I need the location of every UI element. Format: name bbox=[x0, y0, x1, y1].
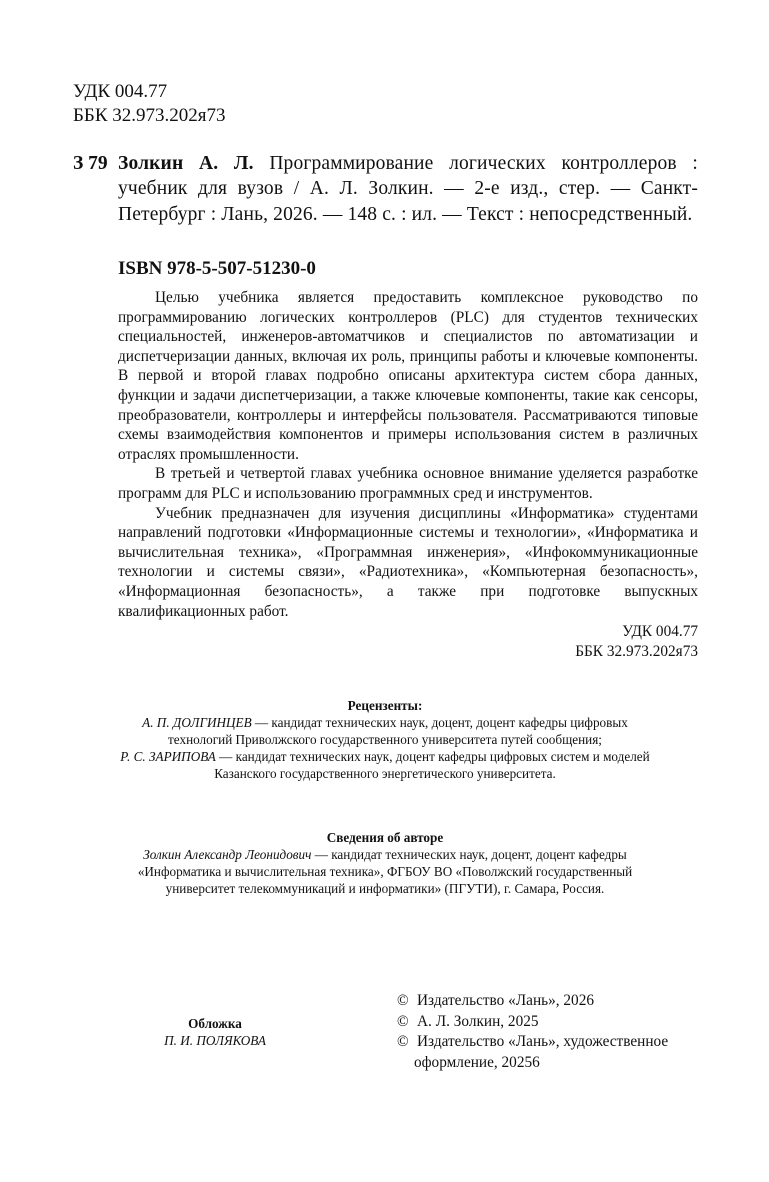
author-info-line: «Информатика и вычислительная техника», ФГБОУ ВО «Поволжский государственный bbox=[137, 864, 633, 879]
copyright-line: © Издательство «Лань», художественное bbox=[397, 1032, 697, 1053]
classification-codes-top bbox=[73, 80, 225, 128]
copyright-line-cont: оформление, 20256 bbox=[414, 1053, 540, 1071]
author-info-line: университет телекоммуникаций и информатики» (ПГУТИ), г. Самара, Россия. bbox=[165, 881, 605, 896]
isbn: ISBN 978-5-507-51230-0 bbox=[118, 258, 316, 279]
copyright-line: © Издательство «Лань», 2026 bbox=[397, 991, 697, 1012]
copyright-line: © А. Л. Золкин, 2025 bbox=[397, 1012, 697, 1033]
bibliographic-record bbox=[118, 151, 698, 227]
catalog-code: З 79 bbox=[73, 153, 108, 174]
udk-code: УДК 004.77 bbox=[73, 81, 168, 102]
author-info-heading: Сведения об авторе bbox=[326, 830, 444, 845]
reviewer-entry-cont: технологий Приволжского государственного университета путей сообщения; bbox=[168, 732, 602, 747]
reviewers-heading: Рецензенты: bbox=[347, 698, 423, 713]
author-name: Золкин Александр Леонидович bbox=[143, 847, 312, 862]
cover-credit bbox=[135, 1015, 295, 1049]
bbk-code: ББК 32.973.202я73 bbox=[575, 642, 698, 660]
abstract-paragraph: Учебник предназначен для изучения дисциплины «Информатика» студентами направлений подготовки «Информационные системы и технологии», «Информатика и вычислительная техника», «Программная инженерия», «Инфокоммуникационные технологии и системы связи», «Радиотехника», «Компьютерная безопасность», «Информационная безопасность», а также при подготовке выпускных квалификационных работ. bbox=[118, 504, 698, 620]
copyright-block bbox=[397, 991, 697, 1073]
bib-description: Программирование логических контроллеров : учебник для вузов / А. Л. Золкин. — 2-е изд., стер. — Санкт-Петербург : Лань, 2026. — 148 с. : ил. — Текст : непосредственный. bbox=[118, 153, 698, 225]
author-info-block bbox=[73, 829, 697, 897]
reviewer-entry: А. П. ДОЛГИНЦЕВ — кандидат технических наук, доцент, доцент кафедры цифровых bbox=[142, 715, 628, 730]
reviewers-block bbox=[73, 697, 697, 782]
reviewer-name: А. П. ДОЛГИНЦЕВ bbox=[142, 715, 252, 730]
bbk-code: ББК 32.973.202я73 bbox=[73, 105, 226, 126]
abstract-paragraph: Целью учебника является предоставить комплексное руководство по программированию логических контроллеров (PLC) для студентов технических специальностей, инженеров-автоматчиков и специалистов по автоматизации и диспетчеризации данных, включая их роль, принципы работы и ключевые компоненты. В первой и второй главах подробно описаны архитектура систем сбора данных, функции и задачи диспетчеризации, а также ключевые компоненты, такие как сенсоры, преобразователи, контроллеры и интерфейсы пользователя. Рассматриваются типовые схемы взаимодействия компонентов и примеры использования систем в различных отраслях промышленности. bbox=[118, 289, 698, 463]
bib-author: Золкин А. Л. bbox=[118, 153, 254, 174]
abstract-paragraph: В третьей и четвертой главах учебника основное внимание уделяется разработке программ для PLC и использованию программных сред и инструментов. bbox=[118, 465, 698, 502]
reviewer-entry: Р. С. ЗАРИПОВА — кандидат технических наук, доцент кафедры цифровых систем и моделей bbox=[120, 749, 650, 764]
copyright-symbol: © bbox=[397, 992, 409, 1009]
reviewer-entry-cont: Казанского государственного энергетического университета. bbox=[214, 766, 556, 781]
author-info-line: Золкин Александр Леонидович — кандидат технических наук, доцент, доцент кафедры bbox=[143, 847, 627, 862]
cover-designer: П. И. ПОЛЯКОВА bbox=[164, 1033, 266, 1048]
abstract bbox=[118, 288, 698, 621]
copyright-symbol: © bbox=[397, 1012, 409, 1030]
reviewer-name: Р. С. ЗАРИПОВА bbox=[120, 749, 216, 764]
cover-heading: Обложка bbox=[188, 1016, 242, 1031]
udk-code: УДК 004.77 bbox=[622, 623, 698, 640]
classification-codes-bottom bbox=[575, 622, 698, 661]
copyright-symbol: © bbox=[397, 1033, 409, 1050]
